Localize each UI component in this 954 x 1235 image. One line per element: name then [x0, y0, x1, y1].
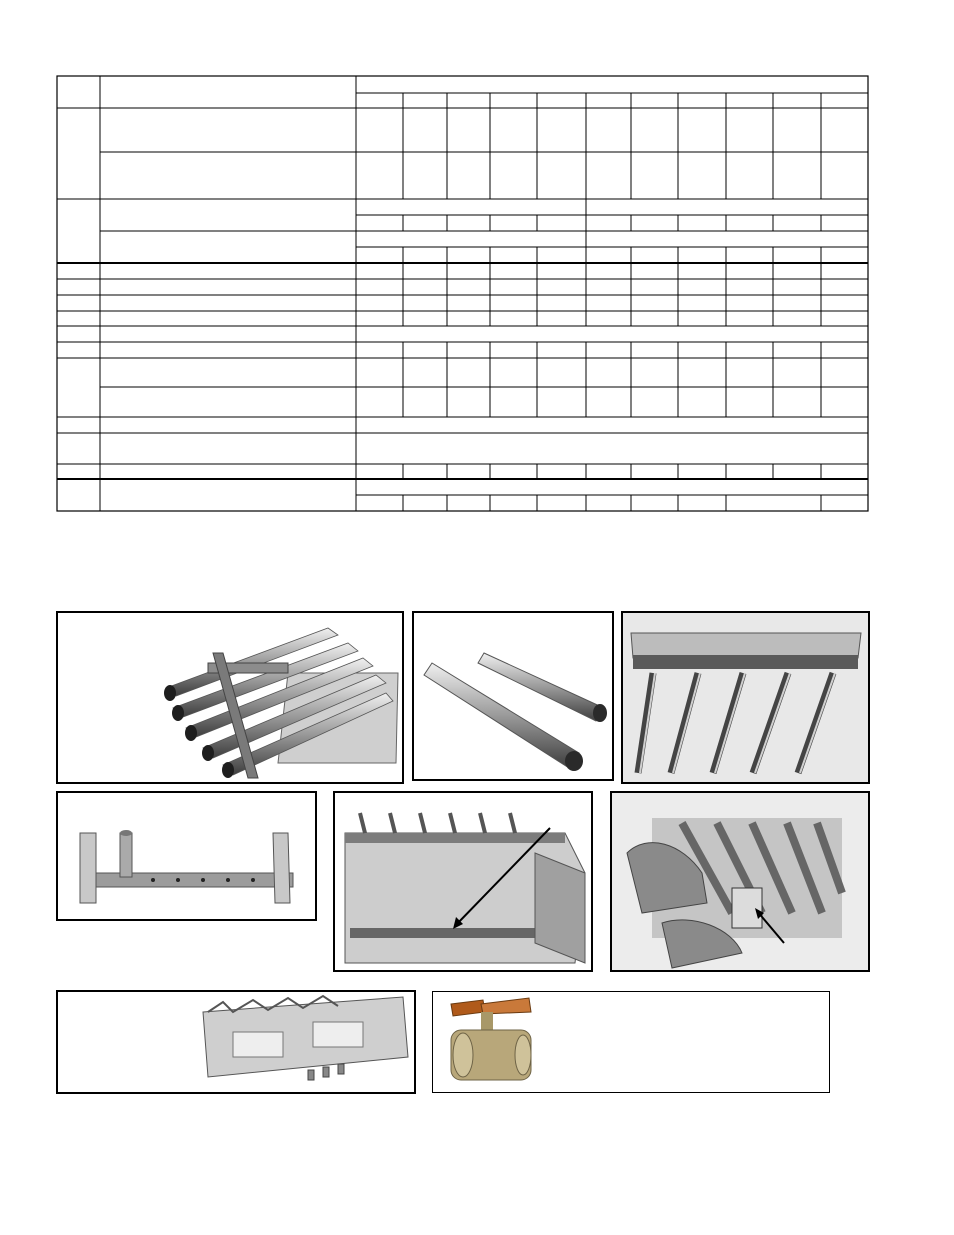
figure-pilot-installation — [610, 791, 870, 972]
burner-tubes-image — [414, 613, 612, 779]
figure-gas-ball-valve — [432, 991, 830, 1093]
figure-manifold-bracket — [56, 791, 317, 921]
burner-tray-image — [623, 613, 868, 782]
manifold-bracket-image — [58, 793, 315, 919]
orifice-kit-image — [58, 992, 414, 1092]
figure-orifice-kit — [56, 990, 416, 1094]
figure-burner-tubes — [412, 611, 614, 781]
figure-burner-tray — [621, 611, 870, 784]
pilot-installation-image — [612, 793, 868, 970]
spec-table — [0, 0, 954, 520]
figure-manifold-installed — [333, 791, 593, 972]
manifold-installed-image — [335, 793, 591, 970]
gas-ball-valve-image — [433, 992, 829, 1092]
figure-burner-assembly — [56, 611, 404, 784]
burner-assembly-image — [58, 613, 402, 782]
